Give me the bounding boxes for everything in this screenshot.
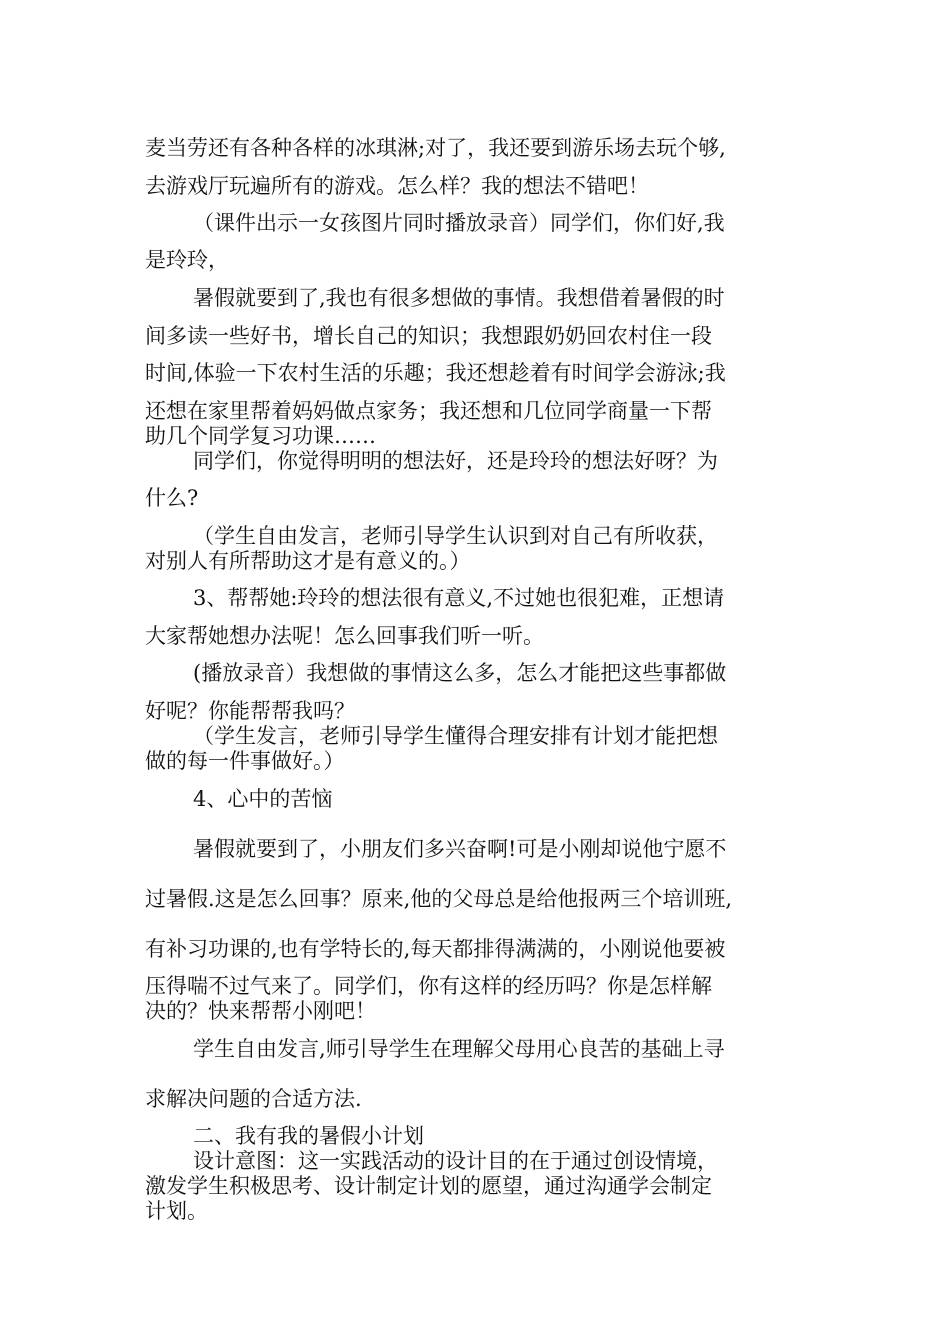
text-line: 助几个同学复习功课…… <box>145 424 376 448</box>
text-line: 暑假就要到了,我也有很多想做的事情。我想借着暑假的时 <box>193 286 725 310</box>
text-line: (播放录音）我想做的事情这么多，怎么才能把这些事都做 <box>193 661 727 685</box>
text-line: 3、帮帮她:玲玲的想法很有意义,不过她也很犯难，正想请 <box>193 586 725 610</box>
text-line: 求解决问题的合适方法. <box>145 1087 362 1111</box>
text-line: 时间,体验一下农村生活的乐趣；我还想趁着有时间学会游泳;我 <box>145 361 726 385</box>
text-line: （学生自由发言，老师引导学生认识到对自己有所收获， <box>193 524 718 548</box>
text-line: （学生发言，老师引导学生懂得合理安排有计划才能把想 <box>193 724 718 748</box>
text-line: 激发学生积极思考、设计制定计划的愿望，通过沟通学会制定 <box>145 1174 712 1198</box>
text-line: 做的每一件事做好。） <box>145 749 345 773</box>
section-heading: 二、我有我的暑假小计划 <box>193 1124 424 1148</box>
text-line: 还想在家里帮着妈妈做点家务；我还想和几位同学商量一下帮 <box>145 399 712 423</box>
text-line: 压得喘不过气来了。同学们，你有这样的经历吗？你是怎样解 <box>145 974 712 998</box>
text-line: 计划。 <box>145 1199 208 1223</box>
text-line: 过暑假.这是怎么回事？原来,他的父母总是给他报两三个培训班, <box>145 887 733 911</box>
text-line: 设计意图：这一实践活动的设计目的在于通过创设情境， <box>193 1149 718 1173</box>
text-line: 4、心中的苦恼 <box>193 787 333 811</box>
text-line: 同学们，你觉得明明的想法好，还是玲玲的想法好呀？为 <box>193 449 718 473</box>
text-line: 学生自由发言,师引导学生在理解父母用心良苦的基础上寻 <box>193 1037 725 1061</box>
text-line: 对别人有所帮助这才是有意义的。） <box>145 549 471 573</box>
text-line: 有补习功课的,也有学特长的,每天都排得满满的，小刚说他要被 <box>145 937 726 961</box>
text-line: 暑假就要到了，小朋友们多兴奋啊!可是小刚却说他宁愿不 <box>193 837 727 861</box>
text-line: 间多读一些好书，增长自己的知识；我想跟奶奶回农村住一段 <box>145 324 712 348</box>
text-line: 是玲玲， <box>145 248 229 272</box>
text-line: （课件出示一女孩图片同时播放录音）同学们，你们好,我 <box>193 211 725 235</box>
text-line: 大家帮她想办法呢！怎么回事我们听一听。 <box>145 624 544 648</box>
text-line: 什么? <box>145 486 199 510</box>
text-line: 麦当劳还有各种各样的冰琪淋;对了，我还要到游乐场去玩个够, <box>145 136 726 160</box>
text-line: 决的？快来帮帮小刚吧！ <box>145 999 376 1023</box>
text-line: 去游戏厅玩遍所有的游戏。怎么样？我的想法不错吧！ <box>145 174 649 198</box>
text-line: 好呢？你能帮帮我吗？ <box>145 699 355 723</box>
